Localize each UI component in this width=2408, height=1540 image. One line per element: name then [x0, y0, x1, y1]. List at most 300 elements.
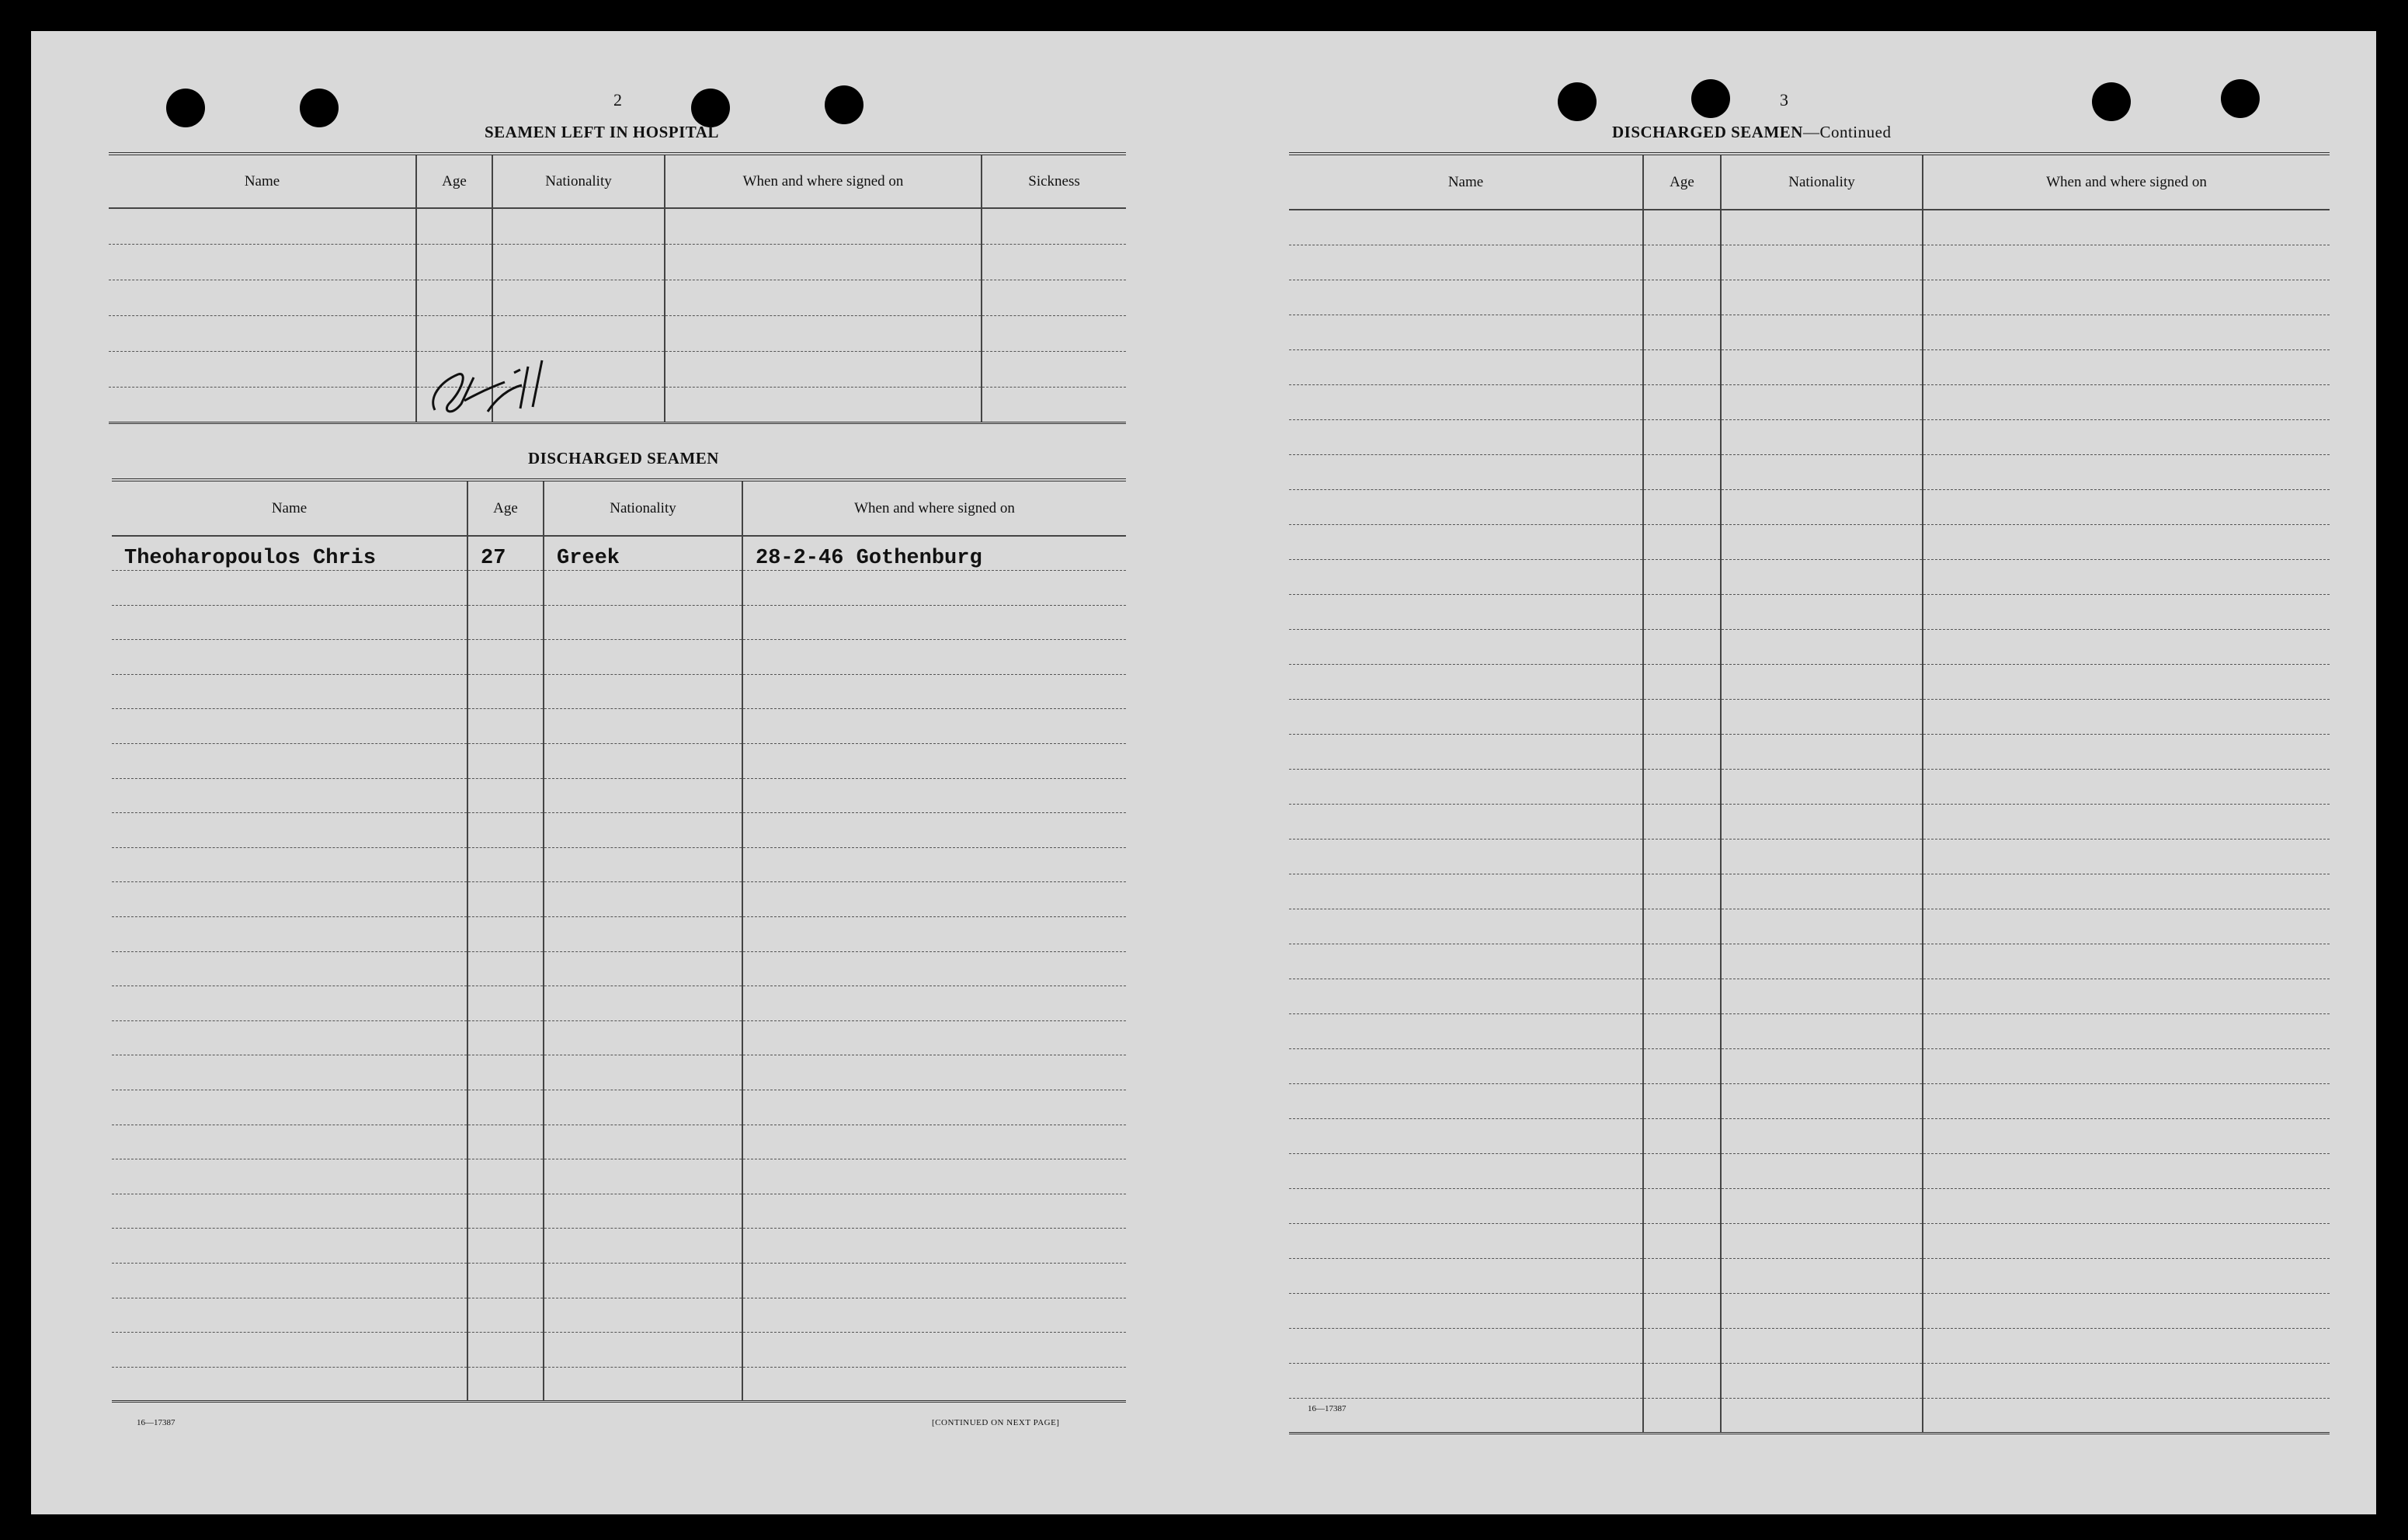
table-cell [467, 674, 544, 709]
continued-note: [CONTINUED ON NEXT PAGE] [932, 1418, 1060, 1427]
table-cell [1721, 315, 1923, 349]
table-row [1289, 594, 2330, 629]
hospital-table [109, 152, 1126, 424]
table-cell [1923, 524, 2330, 559]
table-cell [1643, 454, 1721, 489]
table-cell [1289, 349, 1643, 384]
table-cell [544, 847, 742, 882]
table-cell [467, 640, 544, 675]
table-cell [112, 882, 467, 917]
table-row [1289, 1118, 2330, 1153]
table-cell [1721, 245, 1923, 280]
table-cell [112, 1333, 467, 1368]
table-cell [1721, 1363, 1923, 1398]
table-cell [112, 1229, 467, 1264]
col-header-sickness: Sickness [982, 154, 1126, 208]
table-cell [112, 1159, 467, 1194]
punch-hole [1558, 82, 1597, 121]
table-row [112, 744, 1126, 779]
punch-hole [300, 89, 339, 127]
table-cell [742, 744, 1126, 779]
table-row [109, 208, 1126, 244]
col-header-age: Age [416, 154, 492, 208]
table-row [109, 387, 1126, 422]
table-row [1289, 664, 2330, 699]
table-cell [112, 1020, 467, 1055]
table-cell [1923, 699, 2330, 734]
punch-hole [166, 89, 205, 127]
table-cell [1721, 734, 1923, 769]
table-cell [1923, 909, 2330, 944]
table-cell [1721, 804, 1923, 839]
table-cell [742, 778, 1126, 813]
table-row [1289, 629, 2330, 664]
form-code-right: 16—17387 [1308, 1404, 1346, 1413]
table-row [1289, 1013, 2330, 1048]
table-row [112, 986, 1126, 1021]
table-cell [544, 778, 742, 813]
table-row [112, 1125, 1126, 1159]
table-cell [1923, 979, 2330, 1013]
table-cell [109, 315, 416, 351]
discharged-section-title: DISCHARGED SEAMEN [528, 449, 719, 468]
table-cell [1923, 315, 2330, 349]
document-scan [31, 31, 2376, 1514]
table-cell [1923, 1048, 2330, 1083]
table-row [109, 315, 1126, 351]
table-cell [1643, 1293, 1721, 1328]
table-row [109, 280, 1126, 315]
table-cell [1289, 874, 1643, 909]
table-cell [544, 813, 742, 848]
table-row [112, 847, 1126, 882]
table-row [1289, 1048, 2330, 1083]
table-cell [544, 1090, 742, 1125]
table-cell [742, 1263, 1126, 1298]
page-number-left: 2 [613, 90, 622, 110]
table-cell: Greek [544, 536, 742, 571]
table-cell [1721, 1083, 1923, 1118]
table-row [1289, 1398, 2330, 1433]
table-row [112, 1333, 1126, 1368]
table-cell [1923, 245, 2330, 280]
table-row [112, 1090, 1126, 1125]
table-cell [742, 1020, 1126, 1055]
table-row [1289, 1223, 2330, 1258]
table-cell [467, 1055, 544, 1090]
table-cell [416, 208, 492, 244]
punch-hole [2221, 79, 2260, 118]
table-cell [1289, 1328, 1643, 1363]
table-row [1289, 245, 2330, 280]
punch-hole [691, 89, 730, 127]
table-cell [544, 882, 742, 917]
table-cell [1721, 1398, 1923, 1433]
table-cell [467, 1298, 544, 1333]
table-row [112, 1263, 1126, 1298]
table-cell [467, 1194, 544, 1229]
punch-hole [2092, 82, 2131, 121]
table-cell [544, 571, 742, 606]
table-cell [109, 387, 416, 422]
table-cell [1643, 734, 1721, 769]
table-cell [1643, 699, 1721, 734]
table-cell [1289, 839, 1643, 874]
table-cell [544, 1367, 742, 1402]
table-cell [1721, 419, 1923, 454]
table-cell [742, 1055, 1126, 1090]
table-cell [1721, 769, 1923, 804]
table-cell [1721, 1188, 1923, 1223]
table-row [1289, 874, 2330, 909]
table-cell [1643, 1328, 1721, 1363]
table-cell [112, 986, 467, 1021]
table-cell [1289, 210, 1643, 245]
table-cell [112, 1263, 467, 1298]
table-cell [665, 315, 982, 351]
table-cell [1923, 1223, 2330, 1258]
table-cell [1289, 734, 1643, 769]
table-row [112, 1055, 1126, 1090]
table-cell [1643, 524, 1721, 559]
table-cell [1721, 699, 1923, 734]
table-row [1289, 1258, 2330, 1293]
table-cell [544, 951, 742, 986]
table-cell [665, 351, 982, 387]
table-cell [742, 1367, 1126, 1402]
table-row [1289, 489, 2330, 524]
form-code-left: 16—17387 [137, 1418, 175, 1427]
table-cell [1289, 245, 1643, 280]
table-cell [112, 674, 467, 709]
table-cell [1923, 1328, 2330, 1363]
table-cell [1721, 349, 1923, 384]
table-cell [1923, 1118, 2330, 1153]
table-cell [1643, 1363, 1721, 1398]
table-cell [112, 1125, 467, 1159]
table-row [112, 813, 1126, 848]
table-row [1289, 349, 2330, 384]
table-cell [1289, 1223, 1643, 1258]
table-cell [1289, 559, 1643, 594]
table-cell [544, 709, 742, 744]
table-cell [1923, 944, 2330, 979]
table-cell [742, 847, 1126, 882]
table-cell [544, 986, 742, 1021]
table-cell [1923, 594, 2330, 629]
table-cell [467, 1125, 544, 1159]
table-row [112, 1229, 1126, 1264]
table-row [112, 882, 1126, 917]
table-row [1289, 944, 2330, 979]
table-cell [742, 1229, 1126, 1264]
table-row [1289, 804, 2330, 839]
table-row [1289, 734, 2330, 769]
table-row [1289, 1153, 2330, 1188]
col-header-signed-on: When and where signed on [665, 154, 982, 208]
table-cell [112, 1367, 467, 1402]
col-header-name: Name [109, 154, 416, 208]
table-cell [112, 571, 467, 606]
table-cell [1289, 384, 1643, 419]
table-cell [112, 605, 467, 640]
table-cell [665, 280, 982, 315]
table-cell [544, 1194, 742, 1229]
table-row [1289, 454, 2330, 489]
table-cell [1289, 909, 1643, 944]
table-cell [467, 847, 544, 882]
table-cell [1643, 1013, 1721, 1048]
table-row [112, 917, 1126, 952]
table-cell [1643, 769, 1721, 804]
table-row [109, 244, 1126, 280]
table-cell [467, 986, 544, 1021]
table-cell [1289, 594, 1643, 629]
table-cell [544, 1229, 742, 1264]
table-cell [1643, 349, 1721, 384]
table-row [109, 351, 1126, 387]
table-cell [416, 244, 492, 280]
table-cell [665, 387, 982, 422]
table-cell [1289, 1153, 1643, 1188]
table-cell [1643, 315, 1721, 349]
table-cell [1923, 769, 2330, 804]
table-cell [1643, 1118, 1721, 1153]
table-cell [544, 640, 742, 675]
punch-hole [825, 85, 863, 124]
table-cell [1289, 804, 1643, 839]
table-row [112, 1159, 1126, 1194]
table-cell [1721, 1013, 1923, 1048]
table-cell [112, 744, 467, 779]
table-row [1289, 1293, 2330, 1328]
table-row [112, 1367, 1126, 1402]
table-cell [982, 244, 1126, 280]
table-cell [467, 1263, 544, 1298]
table-cell [467, 882, 544, 917]
table-row [112, 1194, 1126, 1229]
table-row [112, 709, 1126, 744]
table-cell [1923, 1083, 2330, 1118]
table-cell [1289, 454, 1643, 489]
table-cell [112, 847, 467, 882]
table-row [1289, 839, 2330, 874]
table-cell [1923, 1258, 2330, 1293]
table-cell [109, 208, 416, 244]
table-cell [109, 280, 416, 315]
table-row [1289, 979, 2330, 1013]
table-cell [1721, 1153, 1923, 1188]
table-cell [1923, 1293, 2330, 1328]
page-number-right: 3 [1780, 90, 1788, 110]
table-row [1289, 1328, 2330, 1363]
table-row [1289, 1188, 2330, 1223]
table-cell [1923, 349, 2330, 384]
table-cell [1923, 419, 2330, 454]
table-cell [544, 744, 742, 779]
table-cell [467, 605, 544, 640]
table-cell [1721, 979, 1923, 1013]
table-row [112, 1020, 1126, 1055]
table-row [1289, 280, 2330, 315]
table-cell [1289, 1293, 1643, 1328]
table-row [1289, 1083, 2330, 1118]
table-cell [742, 813, 1126, 848]
table-cell [1721, 524, 1923, 559]
table-cell [112, 813, 467, 848]
table-cell [1289, 1258, 1643, 1293]
table-cell: 27 [467, 536, 544, 571]
table-cell [1643, 629, 1721, 664]
table-row [1289, 909, 2330, 944]
table-cell [742, 1125, 1126, 1159]
table-row [1289, 210, 2330, 245]
table-cell [1721, 594, 1923, 629]
table-cell [112, 709, 467, 744]
table-cell [1721, 1118, 1923, 1153]
table-cell [1289, 1118, 1643, 1153]
table-cell [742, 640, 1126, 675]
table-cell [1721, 489, 1923, 524]
table-cell [742, 1298, 1126, 1333]
table-cell [1289, 1048, 1643, 1083]
table-cell [1923, 1013, 2330, 1048]
table-cell [544, 1020, 742, 1055]
table-cell [742, 571, 1126, 606]
table-cell: 28-2-46 Gothenburg [742, 536, 1126, 571]
table-cell [1289, 1363, 1643, 1398]
table-cell [544, 1263, 742, 1298]
table-cell [742, 674, 1126, 709]
col-header-name: Name [1289, 154, 1643, 210]
table-cell [1923, 1398, 2330, 1433]
table-cell [1923, 559, 2330, 594]
table-cell [1923, 874, 2330, 909]
table-cell [544, 1333, 742, 1368]
col-header-age: Age [1643, 154, 1721, 210]
discharged-continued-table [1289, 152, 2330, 1434]
table-cell [1721, 839, 1923, 874]
table-cell [1721, 629, 1923, 664]
table-cell [1643, 664, 1721, 699]
table-cell [1923, 629, 2330, 664]
table-cell [467, 951, 544, 986]
table-row [112, 536, 1126, 571]
table-cell [1643, 979, 1721, 1013]
table-cell [1923, 280, 2330, 315]
discharged-continued-title [1612, 123, 1891, 142]
table-cell [665, 208, 982, 244]
col-header-name: Name [112, 480, 467, 536]
table-cell [1923, 489, 2330, 524]
table-cell [1923, 1363, 2330, 1398]
table-cell [467, 1229, 544, 1264]
table-cell [1643, 559, 1721, 594]
table-cell [742, 986, 1126, 1021]
table-cell [1643, 804, 1721, 839]
table-cell [1923, 804, 2330, 839]
table-cell [467, 1020, 544, 1055]
table-cell [1923, 384, 2330, 419]
table-cell [1923, 454, 2330, 489]
col-header-signed-on: When and where signed on [742, 480, 1126, 536]
table-cell [1643, 909, 1721, 944]
table-cell [416, 280, 492, 315]
table-cell [544, 1298, 742, 1333]
table-cell [467, 1159, 544, 1194]
table-cell [1923, 210, 2330, 245]
table-row [112, 778, 1126, 813]
table-cell [982, 208, 1126, 244]
table-cell [1721, 664, 1923, 699]
table-cell [982, 280, 1126, 315]
table-row [1289, 1363, 2330, 1398]
table-row [1289, 699, 2330, 734]
table-cell [544, 605, 742, 640]
table-cell [1643, 1048, 1721, 1083]
table-cell [467, 778, 544, 813]
table-cell [1289, 280, 1643, 315]
table-cell [544, 1159, 742, 1194]
table-cell [467, 709, 544, 744]
discharged-table [112, 478, 1126, 1403]
table-row [112, 571, 1126, 606]
table-cell [742, 605, 1126, 640]
table-cell [1643, 245, 1721, 280]
table-cell [1643, 874, 1721, 909]
table-cell [1289, 664, 1643, 699]
table-row [1289, 769, 2330, 804]
table-cell [1643, 1188, 1721, 1223]
table-cell [109, 244, 416, 280]
table-cell [1721, 280, 1923, 315]
table-cell [1289, 419, 1643, 454]
table-cell [1643, 1398, 1721, 1433]
table-cell [1923, 1153, 2330, 1188]
table-cell [742, 1194, 1126, 1229]
table-cell: Theoharopoulos Chris [112, 536, 467, 571]
col-header-signed-on: When and where signed on [1923, 154, 2330, 210]
table-cell [1289, 315, 1643, 349]
table-cell [467, 1367, 544, 1402]
table-cell [544, 674, 742, 709]
table-cell [1289, 699, 1643, 734]
table-cell [112, 1090, 467, 1125]
table-cell [112, 1055, 467, 1090]
punch-hole [1691, 79, 1730, 118]
table-cell [1289, 944, 1643, 979]
table-cell [112, 778, 467, 813]
table-cell [467, 813, 544, 848]
table-cell [1923, 839, 2330, 874]
table-cell [982, 315, 1126, 351]
table-row [112, 674, 1126, 709]
table-cell [467, 744, 544, 779]
table-cell [1721, 1223, 1923, 1258]
table-cell [1643, 839, 1721, 874]
table-cell [1923, 734, 2330, 769]
table-cell [665, 244, 982, 280]
table-cell [1289, 489, 1643, 524]
title-continued: —Continued [1802, 123, 1892, 141]
table-cell [492, 280, 665, 315]
table-cell [109, 351, 416, 387]
table-cell [1643, 944, 1721, 979]
table-cell [742, 917, 1126, 952]
table-row [112, 1298, 1126, 1333]
table-cell [1289, 1188, 1643, 1223]
table-cell [1721, 559, 1923, 594]
